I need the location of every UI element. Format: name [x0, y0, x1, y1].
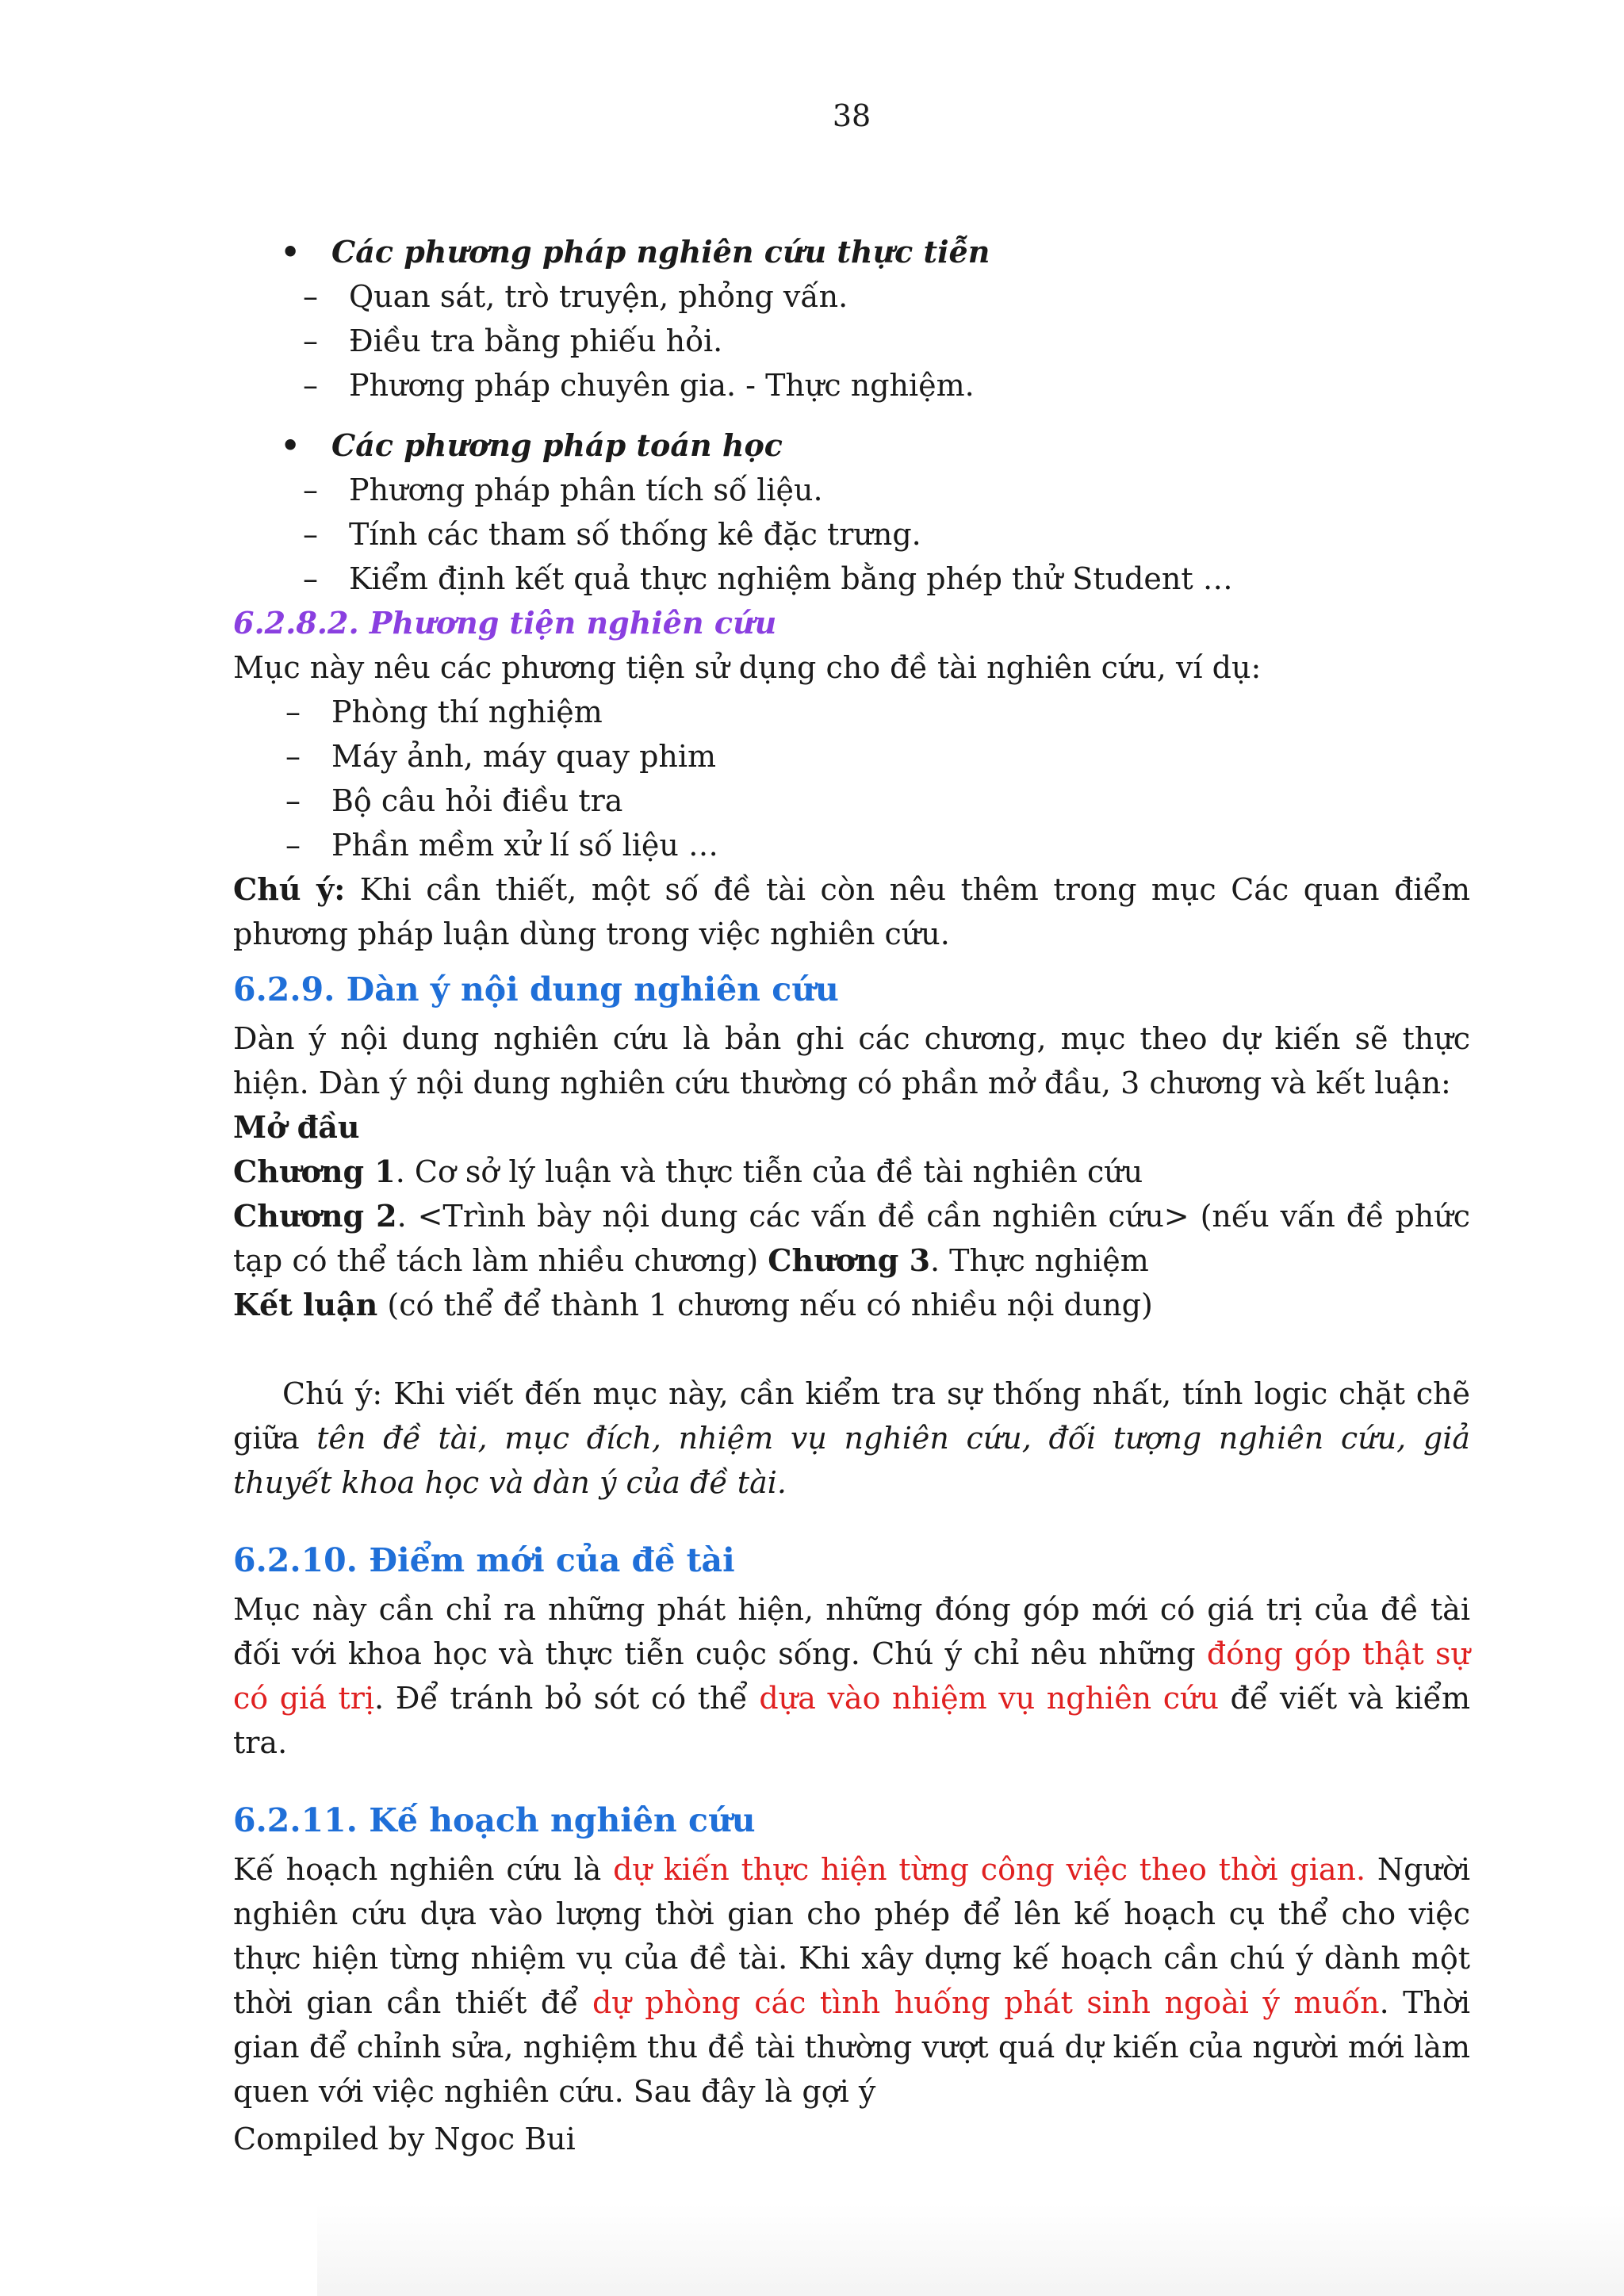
page-footer: Compiled by Ngoc Bui [233, 2122, 576, 2156]
note-italic-text: tên đề tài, mục đích, nhiệm vụ nghiên cứu, đối tượng nghiên cứu, giả thuyết khoa học và dàn ý của đề tài. [233, 1421, 1470, 1500]
chapter-text: . Cơ sở lý luận và thực tiễn của đề tài nghiên cứu [395, 1154, 1143, 1189]
bullet-heading: • Các phương pháp toán học [233, 423, 1470, 468]
list-item: – Điều tra bằng phiếu hỏi. [233, 319, 1470, 363]
text: Kế hoạch nghiên cứu là [233, 1852, 614, 1887]
highlight-text: dự kiến thực hiện từng công việc theo thời gian. [613, 1852, 1366, 1887]
highlight-text: dựa vào nhiệm vụ nghiên cứu [759, 1681, 1219, 1716]
paragraph [233, 1847, 1470, 2114]
list-item: – Quan sát, trò truyện, phỏng vấn. [233, 274, 1470, 319]
note-label: Chú ý: [233, 871, 346, 907]
paragraph: Mục này nêu các phương tiện sử dụng cho đề tài nghiên cứu, ví dụ: [233, 650, 1262, 685]
page-bottom-shade [317, 2204, 1624, 2296]
chapter-label: Chương 3 [768, 1242, 931, 1278]
paragraph [233, 1587, 1470, 1765]
text: . Thời gian để chỉnh sửa, nghiệm thu đề tài thường vượt quá dự kiến của người mới làm quen với việc nghiên cứu. Sau đây là gợi ý [233, 1985, 1470, 2109]
list-item: – Phương pháp chuyên gia. - Thực nghiệm. [233, 363, 1470, 408]
highlight-text: đóng góp thật sự có giá trị [233, 1636, 1470, 1716]
outline-mo-dau: Mở đầu [233, 1109, 360, 1145]
list-item: – Phương pháp phân tích số liệu. [233, 468, 1470, 512]
bullet-heading: • Các phương pháp nghiên cứu thực tiễn [233, 230, 1470, 274]
conclusion-label: Kết luận [233, 1287, 378, 1322]
text: Người nghiên cứu dựa vào lượng thời gian cho phép để lên kế hoạch cụ thể cho việc thực hiện từng nhiệm vụ của đề tài. Khi xây dựng kế hoạch cần chú ý dành một thời gian cần thiết để [233, 1852, 1470, 2020]
bullet-block-practical-methods [233, 230, 1470, 408]
highlight-text: dự phòng các tình huống phát sinh ngoài ý muốn [592, 1985, 1380, 2020]
chapter-text: . Thực nghiệm [930, 1243, 1149, 1278]
outline-chapter-2-3 [233, 1194, 1470, 1283]
section-heading-6-2-9: 6.2.9. Dàn ý nội dung nghiên cứu [233, 970, 839, 1008]
page-number: 38 [832, 98, 871, 133]
dash-list [233, 274, 1470, 408]
list-item: – Kiểm định kết quả thực nghiệm bằng phép thử Student … [233, 557, 1470, 601]
chapter-label: Chương 2 [233, 1198, 397, 1234]
list-item: – Phần mềm xử lí số liệu … [233, 823, 1470, 867]
dash-list [233, 690, 1470, 867]
note-paragraph [233, 1372, 1470, 1505]
note-text: Chú ý: Khi viết đến mục này, cần kiểm tra sự thống nhất, tính logic chặt chẽ giữa [233, 1376, 1470, 1456]
outline-ket-luan [233, 1283, 1470, 1327]
chapter-label: Chương 1 [233, 1154, 396, 1189]
text: Mục này cần chỉ ra những phát hiện, những đóng góp mới có giá trị của đề tài đối với khoa học và thực tiễn cuộc sống. Chú ý chỉ nêu những [233, 1592, 1470, 1671]
dash-list [233, 468, 1470, 601]
conclusion-text: (có thể để thành 1 chương nếu có nhiều nội dung) [377, 1288, 1153, 1322]
list-item: – Tính các tham số thống kê đặc trưng. [233, 512, 1470, 557]
page-body [233, 230, 1470, 2114]
note-text: Khi cần thiết, một số đề tài còn nêu thêm trong mục Các quan điểm phương pháp luận dùng trong việc nghiên cứu. [233, 872, 1470, 951]
section-heading-6-2-10: 6.2.10. Điểm mới của đề tài [233, 1541, 735, 1579]
outline-chapter-1 [233, 1150, 1470, 1194]
section-heading-6-2-11: 6.2.11. Kế hoạch nghiên cứu [233, 1801, 756, 1839]
list-item: – Máy ảnh, máy quay phim [233, 734, 1470, 779]
list-item: – Phòng thí nghiệm [233, 690, 1470, 734]
text: để viết và kiểm tra. [233, 1681, 1470, 1760]
text: . Để tránh bỏ sót có thể [374, 1681, 760, 1716]
note-paragraph [233, 867, 1470, 956]
subsection-heading-6-2-8-2: 6.2.8.2. Phương tiện nghiên cứu [233, 605, 777, 641]
chapter-text: . <Trình bày nội dung các vấn đề cần nghiên cứu> (nếu vấn đề phức tạp có thể tách làm nhiều chương) [233, 1199, 1470, 1278]
paragraph: Dàn ý nội dung nghiên cứu là bản ghi các chương, mục theo dự kiến sẽ thực hiện. Dàn ý nội dung nghiên cứu thường có phần mở đầu, 3 chương và kết luận: [233, 1021, 1470, 1100]
list-item: – Bộ câu hỏi điều tra [233, 779, 1470, 823]
bullet-block-math-methods [233, 423, 1470, 601]
